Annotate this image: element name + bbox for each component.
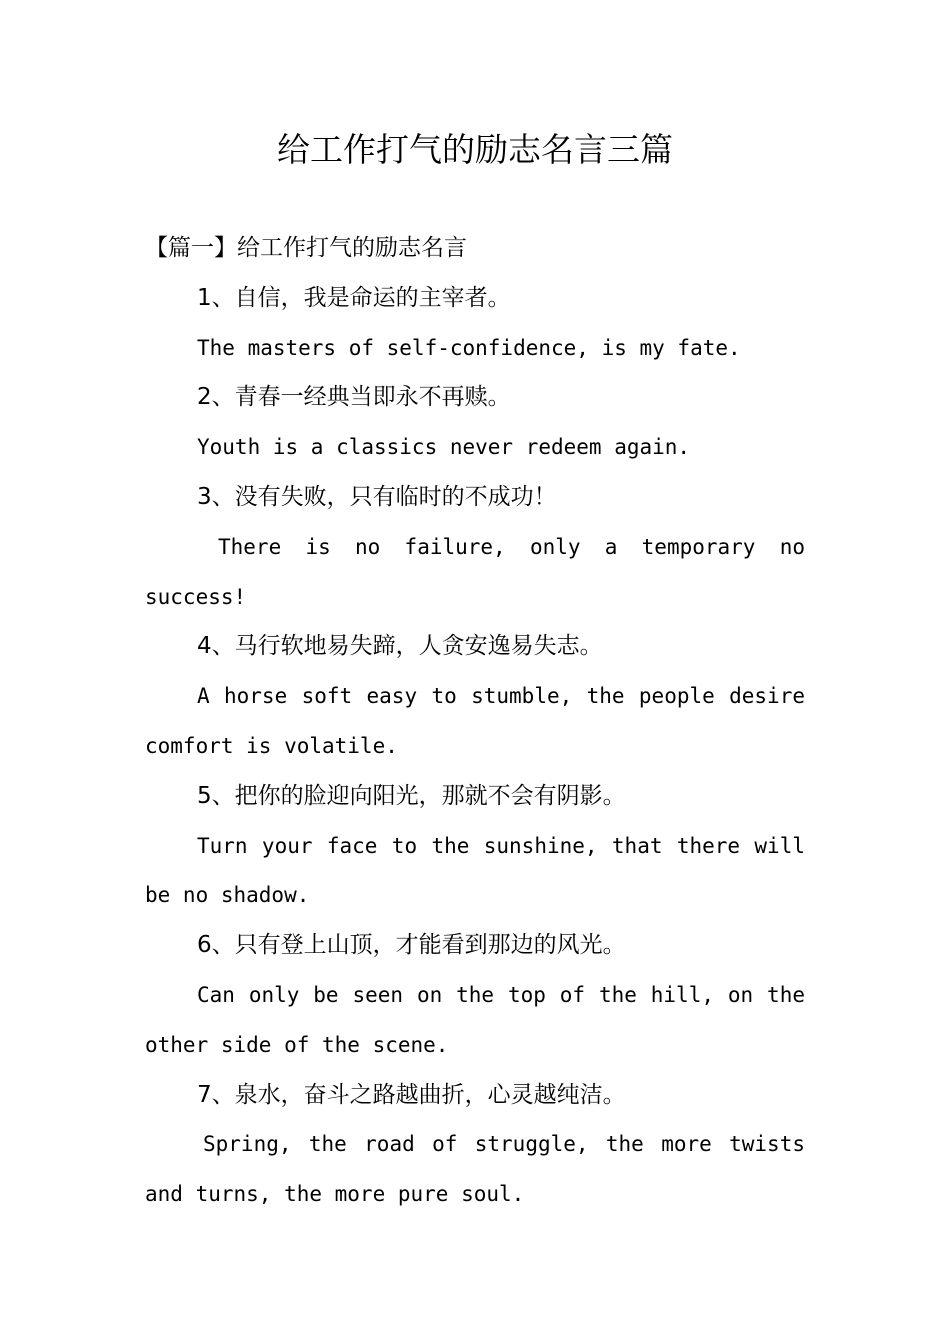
- quote-3-en-line-2: success!: [145, 584, 247, 609]
- quote-5-zh: 5、把你的脸迎向阳光，那就不会有阴影。: [197, 782, 626, 809]
- quote-6-en-line-2: other side of the scene.: [145, 1032, 449, 1057]
- quote-7-en-line-2: and turns, the more pure soul.: [145, 1182, 525, 1207]
- quote-7-zh: 7、泉水，奋斗之路越曲折，心灵越纯洁。: [197, 1081, 626, 1108]
- quote-6-zh: 6、只有登上山顶，才能看到那边的风光。: [197, 932, 626, 959]
- document-title: 给工作打气的励志名言三篇: [277, 130, 673, 169]
- document-body: [145, 224, 805, 1220]
- quote-2-en: Youth is a classics never redeem again.: [197, 435, 691, 460]
- quote-4-en-line-1: A horse soft easy to stumble, the people desire: [197, 684, 805, 709]
- quote-3-en-line-1: There is no failure, only a temporary no: [218, 534, 805, 559]
- quote-3-zh: 3、没有失败，只有临时的不成功！: [197, 483, 557, 510]
- section-heading: 【篇一】给工作打气的励志名言: [145, 235, 467, 261]
- quote-2-zh: 2、青春一经典当即永不再赎。: [197, 384, 511, 411]
- quote-1-zh: 1、自信，我是命运的主宰者。: [197, 284, 511, 311]
- quote-4-en-line-2: comfort is volatile.: [145, 733, 398, 758]
- quote-5-en-line-1: Turn your face to the sunshine, that there will: [197, 833, 805, 858]
- quote-7-en-line-1: Spring, the road of struggle, the more twists: [203, 1132, 805, 1157]
- quote-5-en-line-2: be no shadow.: [145, 883, 310, 908]
- quote-4-zh: 4、马行软地易失蹄，人贪安逸易失志。: [197, 633, 603, 660]
- quote-6-en-line-1: Can only be seen on the top of the hill, on the: [197, 982, 805, 1007]
- quote-1-en: The masters of self-confidence, is my fate.: [197, 335, 741, 360]
